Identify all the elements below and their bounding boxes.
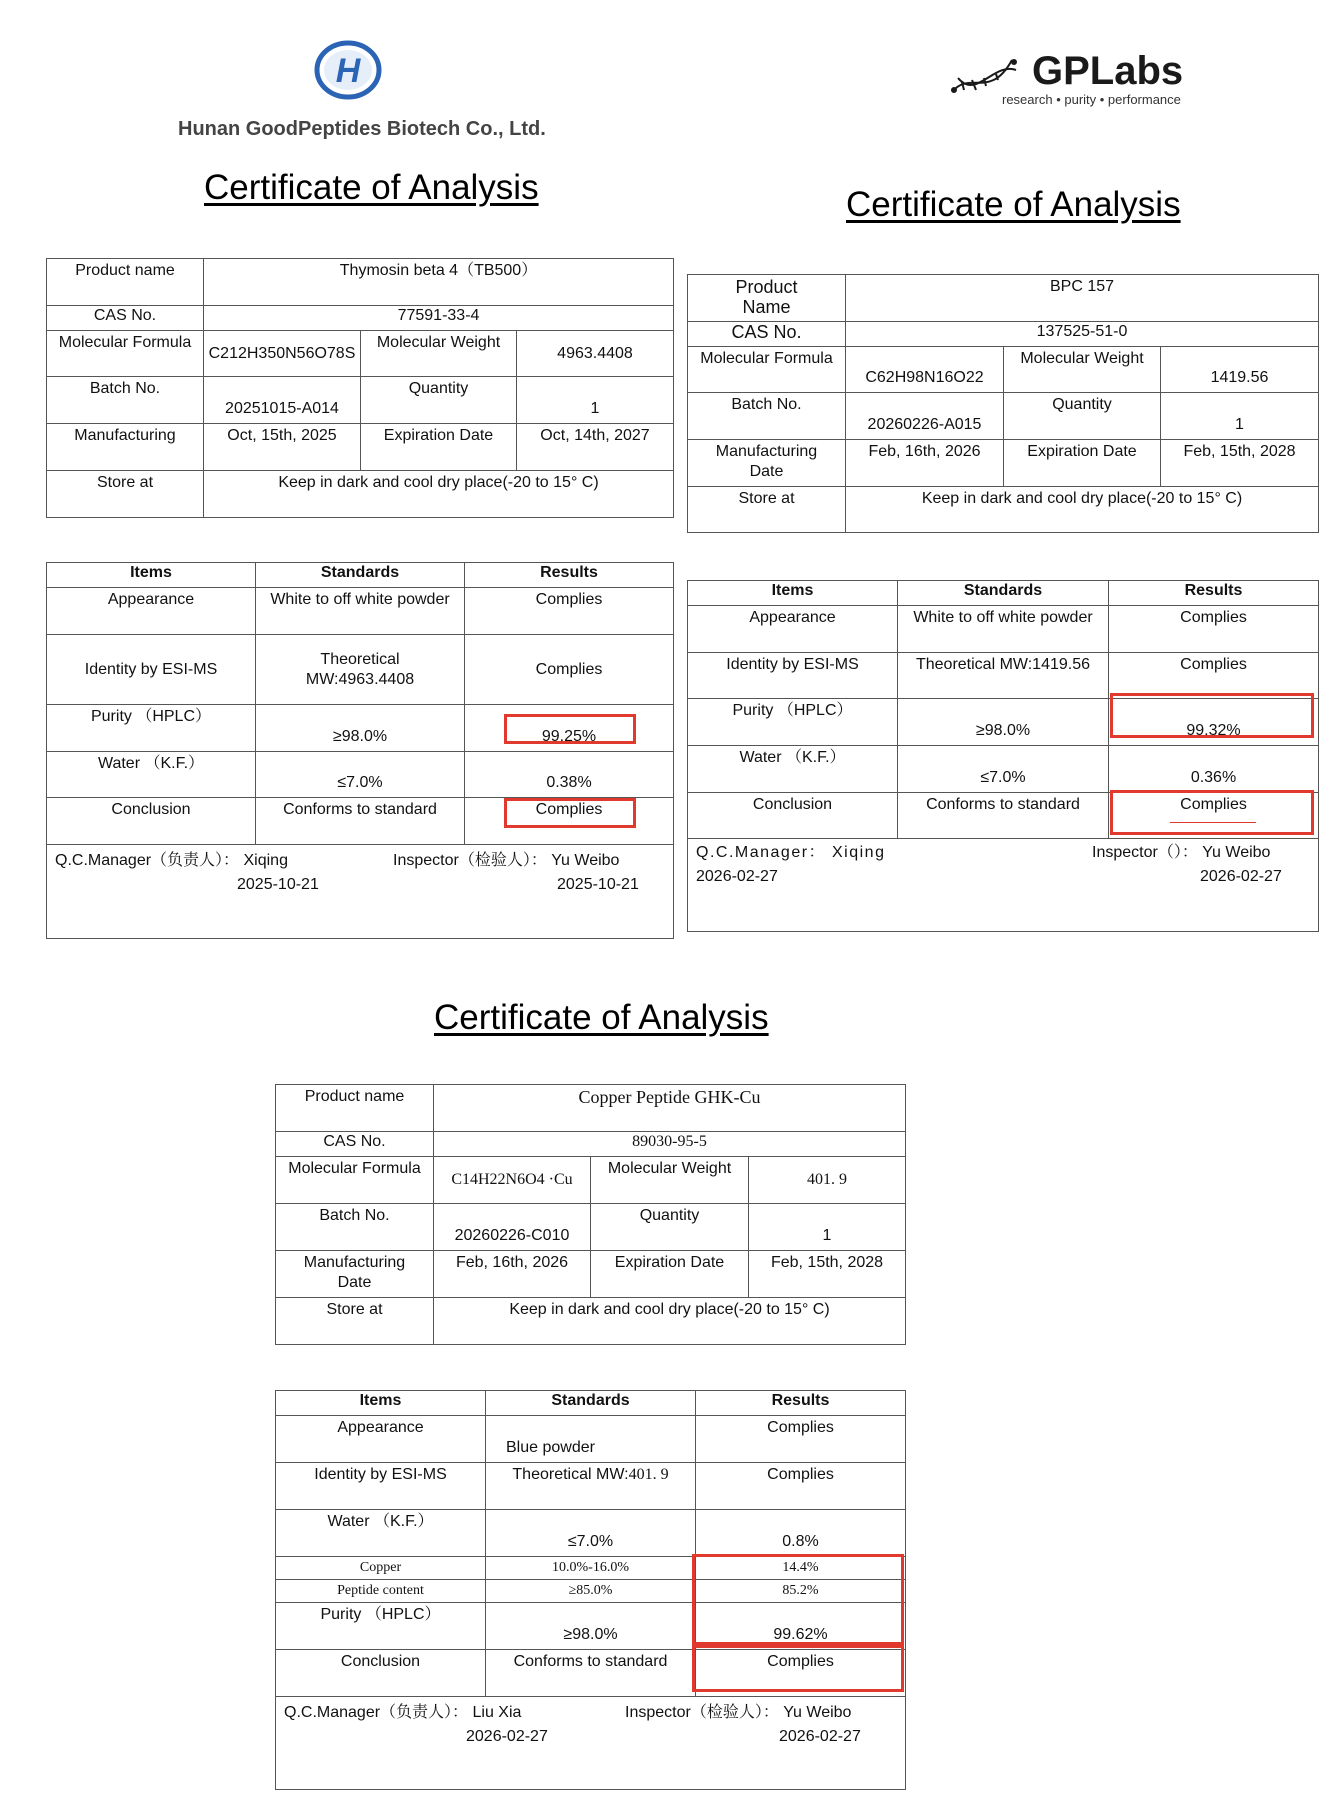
conclusion-standard: Conforms to standard	[486, 1650, 696, 1697]
purity-item: Purity （HPLC）	[688, 699, 898, 746]
product-name-label-line2: Name	[742, 297, 791, 317]
weight-value: 401. 9	[749, 1157, 906, 1204]
formula-value: C212H350N56O78S	[204, 331, 361, 377]
expiration-label: Expiration Date	[1004, 440, 1161, 487]
cas-label: CAS No.	[47, 306, 204, 331]
water-standard: ≤7.0%	[486, 1510, 696, 1557]
cas-value: 77591-33-4	[204, 306, 674, 331]
cas-value: 137525-51-0	[846, 322, 1319, 347]
quantity-value: 1	[749, 1204, 906, 1251]
identity-standard	[486, 1463, 696, 1510]
manufacturing-label-line1: Manufacturing	[303, 1254, 406, 1271]
conclusion-item: Conclusion	[688, 793, 898, 839]
store-label: Store at	[688, 487, 846, 533]
copper-item: Copper	[276, 1557, 486, 1580]
purity-highlight-box	[504, 714, 636, 744]
identity-standard-mw: 401. 9	[628, 1466, 669, 1483]
quantity-label: Quantity	[1004, 393, 1161, 440]
store-label: Store at	[47, 471, 204, 518]
header-items: Items	[688, 581, 898, 606]
cert1-tests-table	[46, 562, 674, 939]
manufacturing-value: Feb, 16th, 2026	[846, 440, 1004, 487]
quantity-value: 1	[517, 377, 674, 424]
batch-label: Batch No.	[47, 377, 204, 424]
product-name-label-line1: Product	[735, 277, 798, 297]
company-name: Hunan GoodPeptides Biotech Co., Ltd.	[178, 118, 546, 140]
appearance-standard: Blue powder	[486, 1416, 696, 1463]
signature-block	[688, 839, 1319, 932]
conclusion-item: Conclusion	[276, 1650, 486, 1697]
qc-date: 2026-02-27	[696, 868, 778, 885]
identity-standard-line1: Theoretical	[320, 650, 400, 668]
brand-name: GPLabs	[1032, 49, 1184, 93]
formula-label: Molecular Formula	[47, 331, 204, 377]
identity-standard-line2: MW:4963.4408	[305, 670, 415, 688]
header-standards: Standards	[898, 581, 1109, 606]
manufacturing-value: Feb, 16th, 2026	[434, 1251, 591, 1298]
header-results: Results	[696, 1391, 906, 1416]
header-results: Results	[1109, 581, 1319, 606]
purity-highlight-box	[1110, 693, 1314, 738]
brand-tagline: research • purity • performance	[1002, 92, 1181, 107]
purity-standard: ≥98.0%	[486, 1603, 696, 1650]
water-standard: ≤7.0%	[898, 746, 1109, 793]
weight-value: 4963.4408	[517, 331, 674, 377]
cert3-title: Certificate of Analysis	[434, 998, 769, 1037]
goodpeptides-h-logo-icon	[314, 40, 382, 100]
svg-text:H: H	[335, 52, 361, 90]
cas-value: 89030-95-5	[434, 1132, 906, 1157]
manufacturing-value: Oct, 15th, 2025	[204, 424, 361, 471]
conclusion-highlight-box	[504, 798, 636, 828]
product-name-label: Product name	[47, 259, 204, 306]
expiration-label: Expiration Date	[361, 424, 517, 471]
purity-result: 99.25%	[465, 705, 674, 752]
product-name-label	[688, 275, 846, 322]
cert2-title: Certificate of Analysis	[846, 185, 1181, 224]
signature-block	[47, 845, 674, 939]
water-item: Water （K.F.）	[688, 746, 898, 793]
product-name: BPC 157	[846, 275, 1319, 322]
copper-standard: 10.0%-16.0%	[486, 1557, 696, 1580]
conclusion-result: Complies	[1109, 793, 1319, 839]
formula-value: C14H22N6O4 ·Cu	[434, 1157, 591, 1204]
cert1-info-table	[46, 258, 674, 518]
purity-result: 99.62%	[696, 1603, 906, 1650]
manufacturing-label: Manufacturing	[47, 424, 204, 471]
purity-standard: ≥98.0%	[256, 705, 465, 752]
peptide-item: Peptide content	[276, 1580, 486, 1603]
purity-item: Purity （HPLC）	[276, 1603, 486, 1650]
copper-result: 14.4%	[696, 1557, 906, 1580]
cert2-info-table	[687, 274, 1319, 533]
product-name: Copper Peptide GHK-Cu	[434, 1085, 906, 1132]
appearance-item: Appearance	[688, 606, 898, 653]
expiration-value: Feb, 15th, 2028	[1161, 440, 1319, 487]
product-name: Thymosin beta 4（TB500）	[204, 259, 674, 306]
header-items: Items	[47, 563, 256, 588]
header-standards: Standards	[486, 1391, 696, 1416]
store-value: Keep in dark and cool dry place(-20 to 15° C)	[846, 487, 1319, 533]
identity-item: Identity by ESI-MS	[47, 635, 256, 705]
cas-label: CAS No.	[276, 1132, 434, 1157]
peptide-result: 85.2%	[696, 1580, 906, 1603]
inspector: Inspector（）： Yu Weibo	[1092, 844, 1271, 861]
expiration-value: Oct, 14th, 2027	[517, 424, 674, 471]
manufacturing-label	[688, 440, 846, 487]
cert1-title: Certificate of Analysis	[204, 168, 539, 207]
header-standards: Standards	[256, 563, 465, 588]
cert3-info-table	[275, 1084, 906, 1345]
conclusion-standard: Conforms to standard	[256, 798, 465, 845]
identity-item: Identity by ESI-MS	[688, 653, 898, 699]
purity-item: Purity （HPLC）	[47, 705, 256, 752]
inspector-date: 2025-10-21	[557, 876, 639, 893]
conclusion-item: Conclusion	[47, 798, 256, 845]
weight-label: Molecular Weight	[591, 1157, 749, 1204]
weight-label: Molecular Weight	[361, 331, 517, 377]
water-result: 0.36%	[1109, 746, 1319, 793]
weight-value: 1419.56	[1161, 347, 1319, 393]
batch-value: 20260226-C010	[434, 1204, 591, 1251]
conclusion-highlight-box	[1110, 790, 1314, 835]
quantity-label: Quantity	[361, 377, 517, 424]
water-result: 0.8%	[696, 1510, 906, 1557]
qc-date: 2025-10-21	[237, 876, 319, 893]
conclusion-highlight-box	[692, 1645, 904, 1692]
copper-peptide-purity-highlight-box	[692, 1554, 904, 1645]
batch-label: Batch No.	[276, 1204, 434, 1251]
header-results: Results	[465, 563, 674, 588]
qc-manager: Q.C.Manager（负责人）： Xiqing	[55, 852, 288, 869]
manufacturing-label-line2: Date	[337, 1274, 372, 1291]
formula-label: Molecular Formula	[276, 1157, 434, 1204]
identity-item: Identity by ESI-MS	[276, 1463, 486, 1510]
water-standard: ≤7.0%	[256, 752, 465, 798]
conclusion-standard: Conforms to standard	[898, 793, 1109, 839]
identity-result: Complies	[465, 635, 674, 705]
cert2-tests-table	[687, 580, 1319, 932]
expiration-label: Expiration Date	[591, 1251, 749, 1298]
identity-standard	[256, 635, 465, 705]
conclusion-result: Complies	[696, 1650, 906, 1697]
appearance-standard: White to off white powder	[898, 606, 1109, 653]
identity-standard-prefix: Theoretical MW:	[512, 1466, 629, 1483]
inspector-date: 2026-02-27	[779, 1728, 861, 1745]
header-items: Items	[276, 1391, 486, 1416]
inspector: Inspector（检验人）： Yu Weibo	[625, 1704, 852, 1721]
product-name-label: Product name	[276, 1085, 434, 1132]
identity-result: Complies	[696, 1463, 906, 1510]
inspector: Inspector（检验人）： Yu Weibo	[393, 852, 620, 869]
qc-manager: Q.C.Manager： Xiqing	[696, 844, 886, 861]
qc-date: 2026-02-27	[466, 1728, 548, 1745]
manufacturing-label	[276, 1251, 434, 1298]
batch-label: Batch No.	[688, 393, 846, 440]
water-item: Water （K.F.）	[276, 1510, 486, 1557]
cas-label: CAS No.	[688, 322, 846, 347]
store-label: Store at	[276, 1298, 434, 1345]
expiration-value: Feb, 15th, 2028	[749, 1251, 906, 1298]
water-item: Water （K.F.）	[47, 752, 256, 798]
manufacturing-label-line2: Date	[749, 463, 784, 480]
identity-standard: Theoretical MW:1419.56	[898, 653, 1109, 699]
appearance-item: Appearance	[47, 588, 256, 635]
quantity-value: 1	[1161, 393, 1319, 440]
water-result: 0.38%	[465, 752, 674, 798]
purity-standard: ≥98.0%	[898, 699, 1109, 746]
signature-block	[276, 1697, 906, 1790]
manufacturing-label-line1: Manufacturing	[715, 443, 818, 460]
batch-value: 20260226-A015	[846, 393, 1004, 440]
inspector-date: 2026-02-27	[1200, 868, 1282, 885]
formula-label: Molecular Formula	[688, 347, 846, 393]
batch-value: 20251015-A014	[204, 377, 361, 424]
identity-result: Complies	[1109, 653, 1319, 699]
store-value: Keep in dark and cool dry place(-20 to 15° C)	[204, 471, 674, 518]
peptide-standard: ≥85.0%	[486, 1580, 696, 1603]
appearance-result: Complies	[696, 1416, 906, 1463]
conclusion-result: Complies	[465, 798, 674, 845]
weight-label: Molecular Weight	[1004, 347, 1161, 393]
appearance-standard: White to off white powder	[256, 588, 465, 635]
appearance-item: Appearance	[276, 1416, 486, 1463]
store-value: Keep in dark and cool dry place(-20 to 15° C)	[434, 1298, 906, 1345]
appearance-result: Complies	[1109, 606, 1319, 653]
purity-result: 99.32%	[1109, 699, 1319, 746]
formula-value: C62H98N16O22	[846, 347, 1004, 393]
qc-manager: Q.C.Manager（负责人）： Liu Xia	[284, 1704, 522, 1721]
appearance-result: Complies	[465, 588, 674, 635]
conclusion-underline	[1170, 822, 1256, 823]
quantity-label: Quantity	[591, 1204, 749, 1251]
